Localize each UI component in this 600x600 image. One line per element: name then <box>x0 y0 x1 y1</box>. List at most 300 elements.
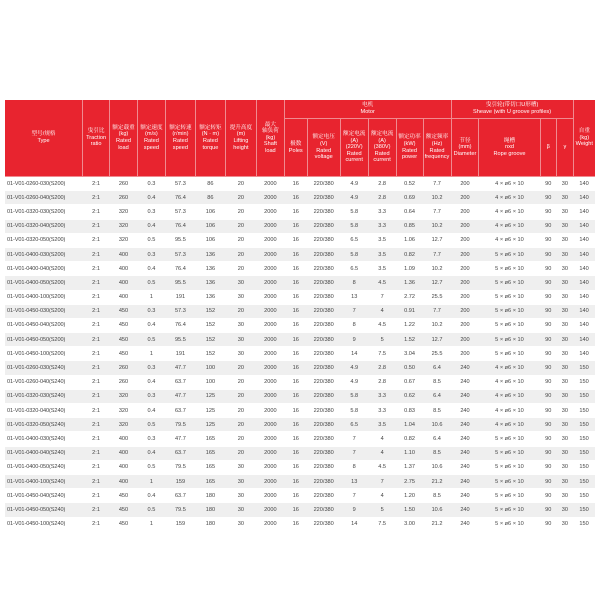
cell-rated-voltage: 220/380 <box>307 276 340 290</box>
cell-traction-ratio: 2:1 <box>83 389 110 403</box>
cell-poles: 16 <box>284 276 307 290</box>
cell-lifting-height: 30 <box>225 318 256 332</box>
cell-gamma: 30 <box>557 276 574 290</box>
cell-rated-load: 450 <box>110 304 138 318</box>
cell-rated-current-380v: 5 <box>368 503 396 517</box>
cell-weight: 150 <box>573 489 595 503</box>
cell-rated-power: 0.52 <box>396 177 423 191</box>
cell-rated-load: 320 <box>110 205 138 219</box>
cell-rope-groove: 5 × ø6 × 10 <box>479 290 540 304</box>
cell-diameter: 200 <box>451 347 479 361</box>
cell-rated-load: 320 <box>110 418 138 432</box>
cell-rated-load: 260 <box>110 191 138 205</box>
cell-rated-torque: 125 <box>195 389 225 403</box>
cell-rope-groove: 4 × ø6 × 10 <box>479 404 540 418</box>
table-row <box>5 375 595 389</box>
cell-rope-groove: 5 × ø6 × 10 <box>479 489 540 503</box>
cell-rated-speed: 0.3 <box>137 247 165 261</box>
cell-diameter: 200 <box>451 191 479 205</box>
cell-lifting-height: 20 <box>225 177 256 191</box>
cell-rated-frequency: 25.5 <box>423 290 451 304</box>
cell-rated-speed: 0.3 <box>137 304 165 318</box>
cell-rated-load: 400 <box>110 446 138 460</box>
cell-rated-voltage: 220/380 <box>307 489 340 503</box>
cell-diameter: 240 <box>451 418 479 432</box>
cell-beta: 90 <box>540 262 557 276</box>
cell-lifting-height: 20 <box>225 361 256 375</box>
table-row <box>5 205 595 219</box>
cell-rated-voltage: 220/380 <box>307 304 340 318</box>
cell-poles: 16 <box>284 333 307 347</box>
cell-traction-ratio: 2:1 <box>83 304 110 318</box>
cell-lifting-height: 30 <box>225 517 256 531</box>
header-lifting-height: 提升高度 (m) Lifting height <box>225 100 256 177</box>
cell-lifting-height: 20 <box>225 205 256 219</box>
cell-rated-current-380v: 4 <box>368 489 396 503</box>
cell-rated-frequency: 12.7 <box>423 333 451 347</box>
cell-shaft-load: 2000 <box>256 460 284 474</box>
cell-rated-current-220v: 5.8 <box>340 404 368 418</box>
cell-lifting-height: 20 <box>225 432 256 446</box>
cell-type: 01-V01-0260-030(S240) <box>5 361 83 375</box>
table-row <box>5 517 595 531</box>
cell-rope-groove: 5 × ø6 × 10 <box>479 517 540 531</box>
table-row <box>5 474 595 488</box>
cell-rated-frequency: 8.5 <box>423 489 451 503</box>
header-poles: 极数 Poles <box>284 119 307 177</box>
cell-rated-torque: 165 <box>195 460 225 474</box>
cell-type: 01-V01-0320-050(S240) <box>5 418 83 432</box>
cell-rope-groove: 4 × ø6 × 10 <box>479 418 540 432</box>
cell-gamma: 30 <box>557 318 574 332</box>
cell-rated-current-220v: 5.8 <box>340 389 368 403</box>
cell-beta: 90 <box>540 375 557 389</box>
cell-rated-frequency: 25.5 <box>423 347 451 361</box>
cell-traction-ratio: 2:1 <box>83 460 110 474</box>
cell-poles: 16 <box>284 517 307 531</box>
cell-rope-groove: 5 × ø6 × 10 <box>479 247 540 261</box>
cell-rope-groove: 4 × ø6 × 10 <box>479 375 540 389</box>
cell-rated-current-220v: 4.9 <box>340 361 368 375</box>
cell-rated-frequency: 10.6 <box>423 503 451 517</box>
table-row <box>5 177 595 191</box>
cell-rated-power: 1.52 <box>396 333 423 347</box>
cell-traction-ratio: 2:1 <box>83 205 110 219</box>
cell-rated-speed: 1 <box>137 290 165 304</box>
cell-rated-frequency: 10.2 <box>423 219 451 233</box>
cell-gamma: 30 <box>557 418 574 432</box>
cell-rope-groove: 4 × ø6 × 10 <box>479 177 540 191</box>
cell-gamma: 30 <box>557 503 574 517</box>
table-row <box>5 262 595 276</box>
cell-traction-ratio: 2:1 <box>83 418 110 432</box>
cell-rope-groove: 5 × ø6 × 10 <box>479 432 540 446</box>
cell-rated-voltage: 220/380 <box>307 418 340 432</box>
cell-lifting-height: 30 <box>225 333 256 347</box>
cell-rated-rotation-speed: 79.5 <box>165 418 195 432</box>
cell-rated-rotation-speed: 47.7 <box>165 361 195 375</box>
cell-rated-voltage: 220/380 <box>307 247 340 261</box>
cell-rated-torque: 100 <box>195 361 225 375</box>
cell-diameter: 240 <box>451 404 479 418</box>
cell-rated-load: 450 <box>110 517 138 531</box>
cell-poles: 16 <box>284 474 307 488</box>
cell-rated-current-380v: 4.5 <box>368 460 396 474</box>
cell-rope-groove: 4 × ø6 × 10 <box>479 219 540 233</box>
cell-shaft-load: 2000 <box>256 304 284 318</box>
cell-weight: 140 <box>573 177 595 191</box>
cell-rated-frequency: 10.2 <box>423 262 451 276</box>
table-row <box>5 460 595 474</box>
cell-rated-current-380v: 3.5 <box>368 418 396 432</box>
cell-rope-groove: 5 × ø6 × 10 <box>479 460 540 474</box>
cell-rated-rotation-speed: 191 <box>165 347 195 361</box>
cell-beta: 90 <box>540 290 557 304</box>
cell-lifting-height: 30 <box>225 489 256 503</box>
cell-rated-voltage: 220/380 <box>307 290 340 304</box>
cell-rated-voltage: 220/380 <box>307 333 340 347</box>
cell-lifting-height: 20 <box>225 191 256 205</box>
table-row <box>5 276 595 290</box>
cell-weight: 140 <box>573 191 595 205</box>
cell-gamma: 30 <box>557 517 574 531</box>
cell-beta: 90 <box>540 446 557 460</box>
cell-rated-speed: 0.3 <box>137 389 165 403</box>
table-row <box>5 489 595 503</box>
cell-rated-current-380v: 3.5 <box>368 262 396 276</box>
cell-rated-torque: 136 <box>195 262 225 276</box>
cell-poles: 16 <box>284 418 307 432</box>
cell-lifting-height: 30 <box>225 347 256 361</box>
cell-rated-current-380v: 3.3 <box>368 404 396 418</box>
cell-weight: 150 <box>573 432 595 446</box>
cell-rated-speed: 0.5 <box>137 333 165 347</box>
cell-rated-current-220v: 7 <box>340 489 368 503</box>
cell-gamma: 30 <box>557 361 574 375</box>
cell-beta: 90 <box>540 191 557 205</box>
cell-rated-power: 1.10 <box>396 446 423 460</box>
cell-rated-rotation-speed: 191 <box>165 290 195 304</box>
cell-rated-torque: 165 <box>195 432 225 446</box>
cell-lifting-height: 30 <box>225 276 256 290</box>
cell-gamma: 30 <box>557 262 574 276</box>
cell-rated-torque: 152 <box>195 347 225 361</box>
cell-rated-current-220v: 6.5 <box>340 233 368 247</box>
cell-beta: 90 <box>540 503 557 517</box>
cell-rope-groove: 5 × ø6 × 10 <box>479 276 540 290</box>
cell-rated-current-380v: 2.8 <box>368 177 396 191</box>
cell-type: 01-V01-0450-100(S240) <box>5 517 83 531</box>
cell-traction-ratio: 2:1 <box>83 219 110 233</box>
cell-rated-torque: 165 <box>195 446 225 460</box>
cell-rated-power: 1.22 <box>396 318 423 332</box>
cell-traction-ratio: 2:1 <box>83 446 110 460</box>
cell-rated-voltage: 220/380 <box>307 375 340 389</box>
cell-rated-rotation-speed: 76.4 <box>165 191 195 205</box>
table-header <box>5 100 595 177</box>
cell-rated-load: 450 <box>110 347 138 361</box>
cell-type: 01-V01-0400-050(S200) <box>5 276 83 290</box>
cell-type: 01-V01-0400-030(S240) <box>5 432 83 446</box>
cell-rated-current-220v: 7 <box>340 432 368 446</box>
cell-rated-current-380v: 2.8 <box>368 191 396 205</box>
cell-rated-voltage: 220/380 <box>307 318 340 332</box>
cell-rated-speed: 0.3 <box>137 177 165 191</box>
cell-poles: 16 <box>284 446 307 460</box>
cell-beta: 90 <box>540 347 557 361</box>
cell-rated-frequency: 12.7 <box>423 233 451 247</box>
cell-shaft-load: 2000 <box>256 290 284 304</box>
cell-poles: 16 <box>284 389 307 403</box>
cell-poles: 16 <box>284 347 307 361</box>
cell-rated-current-380v: 7.5 <box>368 517 396 531</box>
cell-traction-ratio: 2:1 <box>83 503 110 517</box>
cell-rated-voltage: 220/380 <box>307 361 340 375</box>
cell-shaft-load: 2000 <box>256 375 284 389</box>
cell-beta: 90 <box>540 389 557 403</box>
cell-rated-current-380v: 3.5 <box>368 233 396 247</box>
cell-diameter: 240 <box>451 446 479 460</box>
spec-table <box>5 100 595 532</box>
cell-rope-groove: 4 × ø6 × 10 <box>479 233 540 247</box>
cell-rated-frequency: 7.7 <box>423 247 451 261</box>
cell-rated-speed: 0.5 <box>137 233 165 247</box>
cell-rated-current-380v: 4 <box>368 432 396 446</box>
cell-rated-rotation-speed: 57.3 <box>165 205 195 219</box>
cell-traction-ratio: 2:1 <box>83 333 110 347</box>
header-gamma: γ <box>557 119 574 177</box>
cell-rated-current-220v: 8 <box>340 460 368 474</box>
cell-rated-current-380v: 3.5 <box>368 247 396 261</box>
cell-weight: 150 <box>573 389 595 403</box>
cell-beta: 90 <box>540 205 557 219</box>
cell-rated-voltage: 220/380 <box>307 432 340 446</box>
cell-type: 01-V01-0400-100(S200) <box>5 290 83 304</box>
cell-rated-torque: 180 <box>195 517 225 531</box>
cell-type: 01-V01-0450-030(S200) <box>5 304 83 318</box>
cell-weight: 150 <box>573 404 595 418</box>
cell-shaft-load: 2000 <box>256 361 284 375</box>
cell-rated-torque: 106 <box>195 219 225 233</box>
cell-diameter: 200 <box>451 233 479 247</box>
cell-rated-load: 400 <box>110 432 138 446</box>
cell-poles: 16 <box>284 432 307 446</box>
cell-gamma: 30 <box>557 489 574 503</box>
cell-rated-rotation-speed: 95.5 <box>165 333 195 347</box>
cell-traction-ratio: 2:1 <box>83 375 110 389</box>
cell-shaft-load: 2000 <box>256 219 284 233</box>
header-motor-group: 电机 Motor <box>284 100 451 119</box>
cell-rated-torque: 136 <box>195 276 225 290</box>
cell-shaft-load: 2000 <box>256 432 284 446</box>
cell-traction-ratio: 2:1 <box>83 191 110 205</box>
cell-rated-power: 0.82 <box>396 247 423 261</box>
cell-rated-speed: 0.4 <box>137 219 165 233</box>
cell-rated-speed: 0.4 <box>137 262 165 276</box>
cell-poles: 16 <box>284 304 307 318</box>
cell-rated-current-220v: 4.9 <box>340 191 368 205</box>
header-rated-speed: 额定速度 (m/s) Rated speed <box>137 100 165 177</box>
cell-diameter: 200 <box>451 276 479 290</box>
cell-rated-current-220v: 13 <box>340 290 368 304</box>
cell-rated-current-380v: 4 <box>368 446 396 460</box>
header-diameter: 节径 (mm) Diameter <box>451 119 479 177</box>
cell-rope-groove: 5 × ø6 × 10 <box>479 347 540 361</box>
cell-lifting-height: 20 <box>225 389 256 403</box>
cell-beta: 90 <box>540 233 557 247</box>
cell-rated-current-220v: 9 <box>340 333 368 347</box>
cell-rated-speed: 1 <box>137 474 165 488</box>
cell-rated-load: 450 <box>110 318 138 332</box>
cell-rated-rotation-speed: 47.7 <box>165 389 195 403</box>
cell-rated-voltage: 220/380 <box>307 389 340 403</box>
table-row <box>5 432 595 446</box>
cell-rated-current-220v: 14 <box>340 517 368 531</box>
cell-beta: 90 <box>540 517 557 531</box>
cell-type: 01-V01-0260-040(S200) <box>5 191 83 205</box>
table-row <box>5 233 595 247</box>
table-row <box>5 389 595 403</box>
cell-gamma: 30 <box>557 191 574 205</box>
cell-rated-voltage: 220/380 <box>307 233 340 247</box>
cell-weight: 140 <box>573 219 595 233</box>
cell-rated-current-220v: 6.5 <box>340 418 368 432</box>
cell-rated-load: 400 <box>110 247 138 261</box>
cell-rated-power: 0.50 <box>396 361 423 375</box>
cell-traction-ratio: 2:1 <box>83 489 110 503</box>
cell-rated-power: 0.82 <box>396 432 423 446</box>
cell-rope-groove: 5 × ø6 × 10 <box>479 262 540 276</box>
cell-weight: 140 <box>573 262 595 276</box>
cell-rated-speed: 0.5 <box>137 503 165 517</box>
cell-rated-frequency: 21.2 <box>423 474 451 488</box>
cell-diameter: 200 <box>451 177 479 191</box>
cell-rated-voltage: 220/380 <box>307 404 340 418</box>
table-row <box>5 333 595 347</box>
cell-weight: 150 <box>573 361 595 375</box>
cell-rated-current-380v: 4.5 <box>368 276 396 290</box>
header-rated-current-220v: 额定电流 (A) (220V) Rated current <box>340 119 368 177</box>
cell-gamma: 30 <box>557 375 574 389</box>
cell-rated-frequency: 6.4 <box>423 361 451 375</box>
table-row <box>5 304 595 318</box>
cell-rated-torque: 136 <box>195 290 225 304</box>
cell-type: 01-V01-0450-050(S240) <box>5 503 83 517</box>
cell-gamma: 30 <box>557 205 574 219</box>
cell-gamma: 30 <box>557 219 574 233</box>
cell-diameter: 200 <box>451 318 479 332</box>
table-row <box>5 318 595 332</box>
cell-rated-torque: 106 <box>195 233 225 247</box>
cell-gamma: 30 <box>557 333 574 347</box>
cell-weight: 150 <box>573 375 595 389</box>
cell-beta: 90 <box>540 276 557 290</box>
cell-type: 01-V01-0320-040(S200) <box>5 219 83 233</box>
cell-rated-frequency: 6.4 <box>423 432 451 446</box>
cell-rated-power: 1.06 <box>396 233 423 247</box>
header-rated-torque: 额定转矩 (N · m) Rated torque <box>195 100 225 177</box>
cell-rated-torque: 100 <box>195 375 225 389</box>
cell-lifting-height: 30 <box>225 290 256 304</box>
cell-rated-load: 450 <box>110 333 138 347</box>
cell-rated-power: 0.91 <box>396 304 423 318</box>
cell-rated-power: 2.72 <box>396 290 423 304</box>
cell-traction-ratio: 2:1 <box>83 318 110 332</box>
cell-rated-frequency: 8.5 <box>423 404 451 418</box>
cell-type: 01-V01-0400-040(S240) <box>5 446 83 460</box>
cell-rated-load: 320 <box>110 404 138 418</box>
cell-type: 01-V01-0320-030(S240) <box>5 389 83 403</box>
cell-lifting-height: 20 <box>225 446 256 460</box>
cell-beta: 90 <box>540 333 557 347</box>
cell-rated-current-380v: 4 <box>368 304 396 318</box>
table-row <box>5 503 595 517</box>
cell-type: 01-V01-0450-040(S200) <box>5 318 83 332</box>
cell-type: 01-V01-0260-030(S200) <box>5 177 83 191</box>
cell-rated-voltage: 220/380 <box>307 460 340 474</box>
cell-gamma: 30 <box>557 446 574 460</box>
cell-rated-current-380v: 3.3 <box>368 389 396 403</box>
cell-rated-power: 0.64 <box>396 205 423 219</box>
cell-weight: 140 <box>573 333 595 347</box>
cell-rated-current-380v: 4.5 <box>368 318 396 332</box>
table-body <box>5 177 595 532</box>
cell-rated-load: 400 <box>110 460 138 474</box>
cell-lifting-height: 20 <box>225 247 256 261</box>
header-type: 型号/规格 Type <box>5 100 83 177</box>
cell-rated-rotation-speed: 79.5 <box>165 460 195 474</box>
cell-rated-frequency: 8.5 <box>423 375 451 389</box>
cell-rated-load: 400 <box>110 474 138 488</box>
cell-weight: 140 <box>573 290 595 304</box>
cell-shaft-load: 2000 <box>256 247 284 261</box>
cell-gamma: 30 <box>557 404 574 418</box>
cell-rated-current-220v: 9 <box>340 503 368 517</box>
cell-traction-ratio: 2:1 <box>83 247 110 261</box>
cell-rated-current-220v: 14 <box>340 347 368 361</box>
cell-rope-groove: 4 × ø6 × 10 <box>479 191 540 205</box>
cell-weight: 150 <box>573 474 595 488</box>
cell-rated-rotation-speed: 76.4 <box>165 262 195 276</box>
cell-type: 01-V01-0400-100(S240) <box>5 474 83 488</box>
header-rated-power: 额定功率 (kW) Rated power <box>396 119 423 177</box>
cell-poles: 16 <box>284 262 307 276</box>
cell-rated-speed: 0.5 <box>137 276 165 290</box>
cell-rated-frequency: 12.7 <box>423 276 451 290</box>
cell-traction-ratio: 2:1 <box>83 276 110 290</box>
cell-rated-power: 2.75 <box>396 474 423 488</box>
cell-traction-ratio: 2:1 <box>83 233 110 247</box>
cell-lifting-height: 20 <box>225 304 256 318</box>
cell-weight: 150 <box>573 418 595 432</box>
cell-traction-ratio: 2:1 <box>83 290 110 304</box>
cell-rated-current-220v: 6.5 <box>340 262 368 276</box>
cell-diameter: 240 <box>451 389 479 403</box>
cell-beta: 90 <box>540 177 557 191</box>
cell-shaft-load: 2000 <box>256 205 284 219</box>
cell-poles: 16 <box>284 205 307 219</box>
cell-shaft-load: 2000 <box>256 177 284 191</box>
header-rated-rotation-speed: 额定转速 (r/min) Rated speed <box>165 100 195 177</box>
cell-rated-voltage: 220/380 <box>307 517 340 531</box>
cell-rated-rotation-speed: 47.7 <box>165 432 195 446</box>
cell-rated-current-220v: 7 <box>340 304 368 318</box>
cell-type: 01-V01-0450-050(S200) <box>5 333 83 347</box>
header-rope-groove: 绳槽 nxd Rope groove <box>479 119 540 177</box>
cell-diameter: 240 <box>451 432 479 446</box>
cell-diameter: 200 <box>451 290 479 304</box>
cell-poles: 16 <box>284 503 307 517</box>
